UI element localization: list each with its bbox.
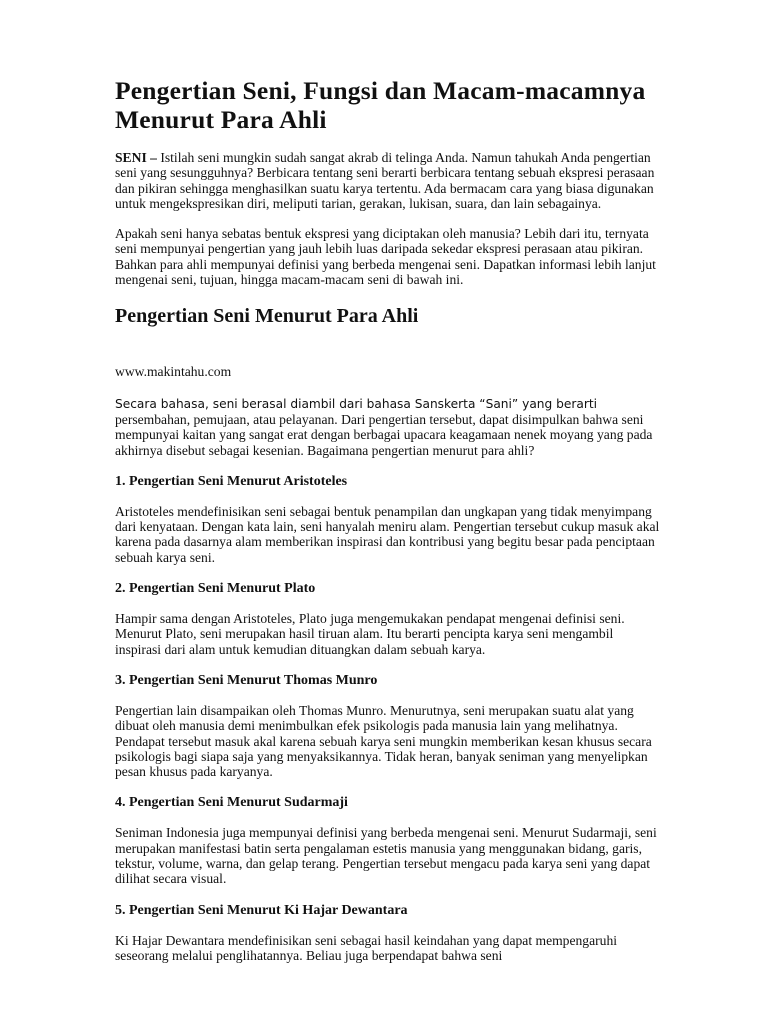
- expert-text-plato: Hampir sama dengan Aristoteles, Plato juga mengemukakan pendapat mengenai definisi seni. Menurut Plato, seni merupakan hasil tiruan alam. Itu berarti pencipta karya seni mengambil inspirasi dari alam untuk kemudian dituangkan dalam sebuah karya.: [115, 611, 625, 657]
- article-body: [115, 76, 660, 963]
- expert-heading-plato: 2. Pengertian Seni Menurut Plato: [115, 581, 316, 597]
- etymology-first-line: Secara bahasa, seni berasal diambil dari bahasa Sanskerta “Sani” yang berarti: [115, 396, 598, 411]
- paragraph-2: Apakah seni hanya sebatas bentuk ekspresi yang diciptakan oleh manusia? Lebih dari itu, ternyata seni mempunyai pengertian yang jauh lebih luas daripada sekedar ekspresi perasaan atau pikiran. Bahkan para ahli mempunyai definisi yang berbeda mengenai seni. Dapatkan informasi lebih lanjut mengenai seni, tujuan, hingga macam-macam seni di bawah ini.: [115, 226, 656, 288]
- etymology-paragraph: [115, 396, 660, 458]
- expert-text-sudarmaji: Seniman Indonesia juga mempunyai definisi yang berbeda mengenai seni. Menurut Sudarmaji, seni merupakan manifestasi batin serta pengalaman estetis manusia yang menggunakan bidang, garis, tekstur, volume, warna, dan gelap terang. Pengertian tersebut mengacu pada karya seni yang dapat dilihat secara visual.: [115, 825, 657, 887]
- source-link[interactable]: www.makintahu.com: [115, 364, 232, 380]
- intro-label: SENI –: [115, 150, 157, 165]
- expert-heading-aristoteles: 1. Pengertian Seni Menurut Aristoteles: [115, 473, 348, 489]
- expert-text-aristoteles: Aristoteles mendefinisikan seni sebagai bentuk penampilan dan ungkapan yang tidak menyimpang dari kenyataan. Dengan kata lain, seni hanyalah meniru alam. Pengertian tersebut cukup masuk akal karena pada dasarnya alam memberikan inspirasi dan kontribusi yang begitu besar pada penciptaan sebuah karya seni.: [115, 503, 660, 565]
- section-heading: Pengertian Seni Menurut Para Ahli: [115, 305, 419, 328]
- expert-text-ki-hajar-dewantara: Ki Hajar Dewantara mendefinisikan seni sebagai hasil keindahan yang dapat mempengaruhi seseorang melalui penglihatannya. Beliau juga berpendapat bahwa seni: [115, 932, 618, 963]
- expert-heading-ki-hajar-dewantara: 5. Pengertian Seni Menurut Ki Hajar Dewantara: [115, 902, 408, 918]
- etymology-rest: persembahan, pemujaan, atau pelayanan. Dari pengertian tersebut, dapat disimpulkan bahwa seni mempunyai kaitan yang sangat erat dengan berbagai upacara keagamaan nenek moyang yang pada akhirnya disebut sebagai kesenian. Bagaimana pengertian menurut para ahli?: [115, 411, 653, 458]
- intro-paragraph: [115, 150, 660, 211]
- expert-heading-thomas-munro: 3. Pengertian Seni Menurut Thomas Munro: [115, 672, 378, 688]
- expert-heading-sudarmaji: 4. Pengertian Seni Menurut Sudarmaji: [115, 795, 348, 811]
- intro-text: Istilah seni mungkin sudah sangat akrab di telinga Anda. Namun tahukah Anda pengertian seni yang sesungguhnya? Berbicara tentang seni berarti berbicara tentang sebuah ekspresi perasaan dan pikiran sehingga menghasilkan suatu karya tertentu. Ada bermacam cara yang biasa digunakan untuk mengekspresikan diri, meliputi tarian, gerakan, lukisan, suara, dan lain sebagainya.: [115, 150, 655, 211]
- expert-text-thomas-munro: Pengertian lain disampaikan oleh Thomas Munro. Menurutnya, seni merupakan suatu alat yang dibuat oleh manusia demi menimbulkan efek psikologis pada manusia lain yang melihatnya. Pendapat tersebut masuk akal karena sebuah karya seni mungkin memberikan kesan khusus secara psikologis bagi siapa saja yang menyaksikannya. Tidak heran, banyak seniman yang menyelipkan pesan khusus pada karyanya.: [115, 702, 652, 780]
- page-title: Pengertian Seni, Fungsi dan Macam-macamnya Menurut Para Ahli: [115, 76, 646, 134]
